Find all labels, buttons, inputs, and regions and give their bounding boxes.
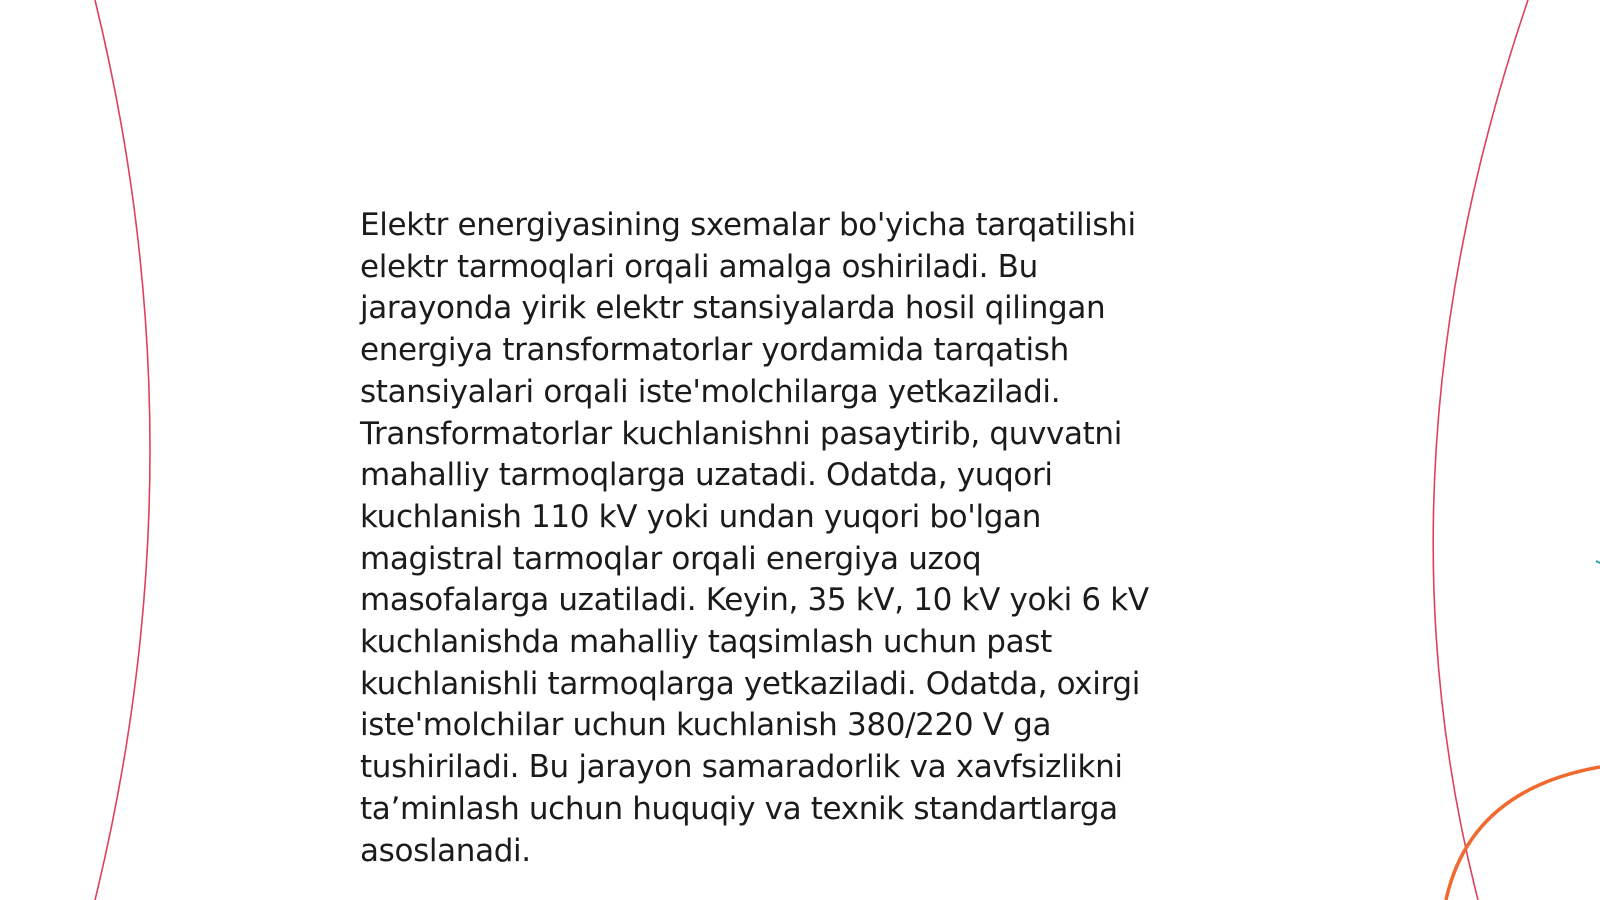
right-arc-line: [1433, 0, 1528, 900]
corner-orange-arc: [1446, 767, 1600, 900]
teal-accent-tick: [1596, 561, 1600, 563]
slide-body-text: Elektr energiyasining sxemalar bo'yicha tarqatilishi elektr tarmoqlari orqali amalga oshiriladi. Bu jarayonda yirik elektr stansiyalarda hosil qilingan energiya transformatorlar yordamida tarqatish stansiyalari orqali iste'molchilarga yetkaziladi. Transformatorlar kuchlanishni pasaytirib, quvvatni mahalliy tarmoqlarga uzatadi. Odatda, yuqori kuchlanish 110 kV yoki undan yuqori bo'lgan magistral tarmoqlar orqali energiya uzoq masofalarga uzatiladi. Keyin, 35 kV, 10 kV yoki 6 kV kuchlanishda mahalliy taqsimlash uchun past kuchlanishli tarmoqlarga yetkaziladi. Odatda, oxirgi iste'molchilar uchun kuchlanish 380/220 V ga tushiriladi. Bu jarayon samaradorlik va xavfsizlikni ta’minlash uchun huquqiy va texnik standartlarga asoslanadi.: [360, 207, 1149, 869]
left-arc-line: [95, 0, 150, 900]
